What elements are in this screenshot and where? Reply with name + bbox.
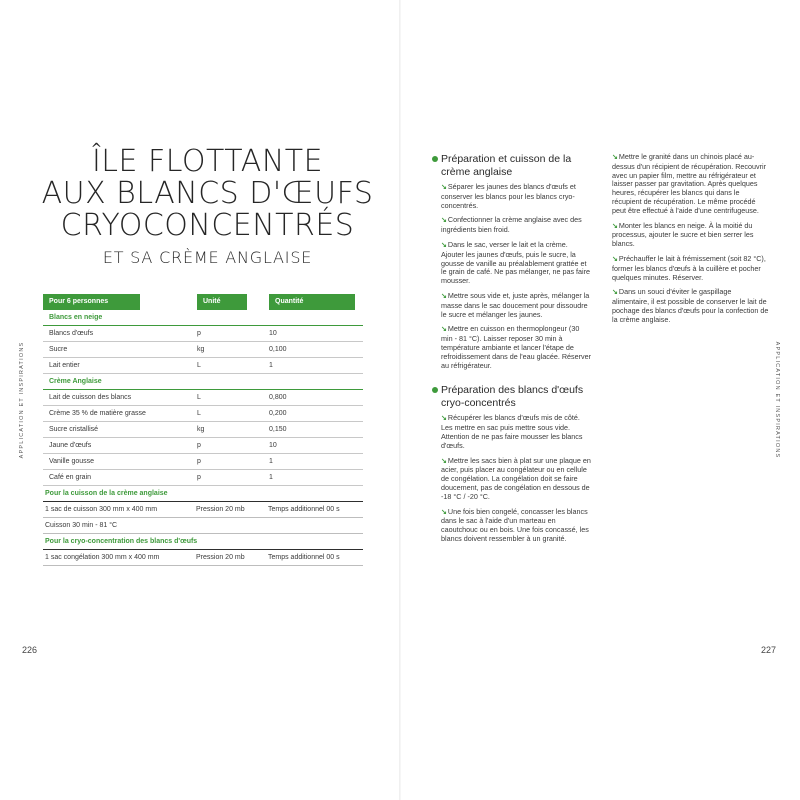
- arrow-bullet-icon: ↘: [441, 292, 447, 300]
- header-unit: Unité: [197, 294, 247, 310]
- arrow-bullet-icon: ↘: [441, 415, 447, 423]
- page-number-left: 226: [22, 645, 38, 655]
- step: ↘Préchauffer le lait à frémissement (soit 82 °C), former les blancs d'œufs à la cuillère et pocher quelques minutes. Réserver.: [612, 253, 766, 282]
- header-quantity: Quantité: [269, 294, 355, 310]
- process-row: Cuisson 30 min - 81 °C: [43, 518, 363, 534]
- step: ↘Mettre sous vide et, juste après, mélanger la masse dans le sac doucement pour dissoudre le sucre et mélanger les jaunes.: [441, 290, 590, 319]
- arrow-bullet-icon: ↘: [441, 184, 447, 191]
- section-heading: Préparation des blancs d'œufs cryo-concentrés: [441, 384, 591, 409]
- table-row: Sucre cristallisé kg 0,150: [43, 422, 363, 438]
- step: ↘Dans le sac, verser le lait et la crème. Ajouter les jaunes d'œufs, puis le sucre, la gousse de vanille au préalablement grattée et le grain de café. Ne pas mélanger, ne pas faire mousser.: [441, 239, 591, 286]
- table-row: Sucre kg 0,100: [43, 342, 363, 358]
- title-line-2: AUX BLANCS D'ŒUFS: [41, 176, 374, 211]
- step: ↘Une fois bien congelé, concasser les blancs dans le sac à l'aide d'un marteau en caoutchouc ou en bois. Une fois concassé, les blancs doivent ressembler à un granité.: [441, 506, 589, 543]
- table-row: Lait de cuisson des blancs L 0,800: [43, 390, 363, 406]
- section-heading-blancs: Blancs en neige: [43, 310, 363, 326]
- process-row: 1 sac congélation 300 mm x 400 mm Pression 20 mb Temps additionnel 00 s: [43, 550, 363, 566]
- right-running-header: APPLICATION ET INSPIRATIONS: [774, 341, 780, 459]
- process-row: 1 sac de cuisson 300 mm x 400 mm Pression 20 mb Temps additionnel 00 s: [43, 502, 363, 518]
- step: ↘Séparer les jaunes des blancs d'œufs et conserver les blancs pour les blancs cryo-concentrés.: [441, 182, 576, 210]
- arrow-bullet-icon: ↘: [612, 222, 618, 230]
- step: ↘Dans un souci d'éviter le gaspillage alimentaire, il est possible de conserver le lait de pochage des blancs d'œufs pour la confection de la crème anglaise.: [612, 287, 769, 324]
- arrow-bullet-icon: ↘: [441, 241, 447, 249]
- process-heading-cuisson: Pour la cuisson de la crème anglaise: [43, 486, 363, 502]
- bullet-dot-icon: [432, 387, 438, 393]
- step: ↘Mettre le granité dans un chinois placé au-dessus d'un récipient de récupération. Recouvrir avec un papier film, mettre au réfrigérateur et laisser passer par gravitation. Après quelques heures, récupérer les blancs qui dans le récupient de récupération. Le même procédé peut être effectué à l'aide d'une centrifugeuse.: [612, 152, 766, 215]
- table-header: [43, 294, 363, 310]
- step: ↘Récupérer les blancs d'œufs mis de côté. Les mettre en sac puis mettre sous vide. Attention de ne pas faire mousser les blancs d'œufs.: [441, 413, 583, 450]
- step: ↘Mettre en cuisson en thermoplongeur (30 min - 81 °C). Laisser reposer 30 min à température ambiante et lancer l'étape de refroidissement dans de l'eau glacée. Réserver au réfrigérateur.: [441, 324, 591, 370]
- page-number-right: 227: [761, 645, 777, 655]
- recipe-title: [30, 146, 385, 268]
- table-row: Jaune d'œufs p 10: [43, 438, 363, 454]
- title-line-3: CRYOCONCENTRÉS: [60, 208, 355, 243]
- arrow-bullet-icon: ↘: [441, 326, 447, 334]
- instructions-column-1: [441, 153, 591, 550]
- table-row: Café en grain p 1: [43, 470, 363, 486]
- header-servings: Pour 6 personnes: [43, 294, 140, 310]
- arrow-bullet-icon: ↘: [612, 289, 618, 297]
- arrow-bullet-icon: ↘: [612, 255, 618, 263]
- instructions-column-2: [612, 153, 770, 331]
- table-row: Crème 35 % de matière grasse L 0,200: [43, 406, 363, 422]
- step: ↘Confectionner la crème anglaise avec des ingrédients bien froid.: [441, 215, 582, 235]
- arrow-bullet-icon: ↘: [441, 508, 447, 516]
- title-line-1: ÎLE FLOTTANTE: [91, 144, 324, 179]
- book-spine: [399, 0, 401, 800]
- section-heading-creme: Crème Anglaise: [43, 374, 363, 390]
- process-heading-cryo: Pour la cryo-concentration des blancs d'œufs: [43, 534, 363, 550]
- arrow-bullet-icon: ↘: [441, 217, 447, 225]
- table-row: Blancs d'œufs p 10: [43, 326, 363, 342]
- step: ↘Monter les blancs en neige. À la moitié du processus, ajouter le sucre et bien serrer les blancs.: [612, 220, 754, 249]
- section-heading: Préparation et cuisson de la crème anglaise: [441, 153, 591, 178]
- table-row: Lait entier L 1: [43, 358, 363, 374]
- left-running-header: APPLICATION ET INSPIRATIONS: [19, 341, 25, 459]
- table-row: Vanille gousse p 1: [43, 454, 363, 470]
- recipe-subtitle: ET SA CRÈME ANGLAISE: [102, 248, 313, 267]
- arrow-bullet-icon: ↘: [441, 457, 447, 465]
- step: ↘Mettre les sacs bien à plat sur une plaque en acier, puis placer au congélateur ou en cellule de congélation. La congélation doit se faire doucement, pas de congélation en dessous de -18 °C / -20 °C.: [441, 455, 591, 501]
- bullet-dot-icon: [432, 156, 438, 162]
- ingredients-table: [43, 294, 363, 566]
- arrow-bullet-icon: ↘: [612, 154, 618, 161]
